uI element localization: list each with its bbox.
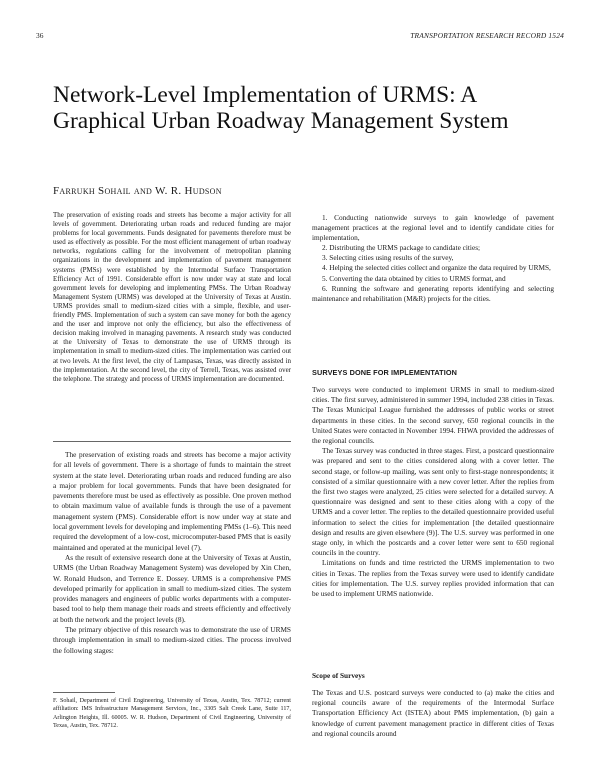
list-item: 3. Selecting cities using results of the survey, [322,253,454,263]
list-item: 5. Converting the data obtained by cities to URMS format, and [322,273,506,283]
running-header [36,31,564,43]
scope-section [312,688,554,739]
list-item: 2. Distributing the URMS package to candidate cities; [322,243,481,253]
stages-list [312,213,554,304]
author-footnote: F. Sohail, Department of Civil Engineering, University of Texas, Austin, Tex. 78712; current affiliation: IMS Infrastructure Management Services, Inc., 3305 Salt Creek Lane, Suite 117, Arlington Heights, Ill. 60005. W. R. Hudson, Department of Civil Engineering, University of Texas, Austin, Tex. 78712. [53,698,291,730]
intro-paragraph-3: The primary objective of this research was to demonstrate the use of URMS through implementation in small to medium-sized cities. The process involved the following stages: [53,625,291,655]
intro-paragraph-1: The preservation of existing roads and streets has become a major activity for all levels of government. There is a shortage of funds to maintain the street system at the state level. Deteriorating urban roads and reduced funding are also a major problem for local governments. Funds that have been designated for pavements therefore must be used as effectively as possible. One proven method to obtain maximum value of available funds is through the use of a pavement management system (PMS). Considerable effort is now under way at state and local government levels for developing and implementing PMSs (1–6). This need required the development of a low-cost, microcomputer-based PMS that is easily maintained and operated at the municipal level (7). [53,450,291,552]
list-item: 6. Running the software and generating reports identifying and selecting maintenance and rehabilitation (M&R) projects for the cities. [312,283,554,303]
introduction [53,450,291,656]
paper-title: Network-Level Implementation of URMS: A Graphical Urban Roadway Management System [53,82,509,134]
page-number: 36 [36,31,44,40]
section-heading: SURVEYS DONE FOR IMPLEMENTATION [312,368,457,377]
abstract-text: The preservation of existing roads and streets has become a major activity for all levels of government. Deteriorating urban roads and reduced funding are major problems for local governments. Funds designated for pavements therefore must be used as effectively as possible. For the most efficient management of urban roadway networks, regulations calling for the involvement of metropolitan planning organizations in the development and implementation of pavement management systems (PMSs) were established by the Intermodal Surface Transportation Efficiency Act of 1991. Considerable effort is now under way at state and local government levels for developing and implementing PMSs. The Urban Roadway Management System (URMS) was developed at the University of Texas at Austin. URMS provides small to medium-sized cities with a simple, flexible, and user-friendly PMS. Implementation of such a system can save money for both the agency and the user and improve not only the efficiency, but also the effectiveness of decision making involved in managing pavements. A research study was conducted at the University of Texas to demonstrate the use of URMS through its implementation in small to medium-sized cities. The implementation was carried out at two levels. At the first level, the city of Lampasas, Texas, was directly assisted in the implementation. At the second level, the city of Terrell, Texas, was assisted over the telephone. The strategy and process of URMS implementation are documented. [53,211,291,383]
surveys-section [312,385,554,599]
footnote-divider [53,692,115,693]
surveys-paragraph-2: The Texas survey was conducted in three stages. First, a postcard questionnaire was prepared and sent to the cities considered along with a cover letter. The second stage, or follow-up mailing, was sent only to first-stage nonrespondents; it consisted of a similar questionnaire with a new cover letter. After the replies from the first two stages were analyzed, 25 cities were selected for a detailed survey. A questionnaire was designed and sent to these cities along with a copy of the URMS and a cover letter. The replies to the detailed questionnaire provided useful information to select the cities for implementation [the detailed questionnaire design and results are given elsewhere (9)]. The U.S. survey was performed in one stage only, in which the postcards and a cover letter were sent to 650 regional councils in the country. [312,446,554,558]
subsection-heading: Scope of Surveys [312,671,365,680]
intro-paragraph-2: As the result of extensive research done at the University of Texas at Austin, URMS (the Urban Roadway Management System) was developed by Xin Chen, W. Ronald Hudson, and Terrence E. Dossey. URMS is a comprehensive PMS developed primarily for application in small to medium-sized cities. The system provides managers and engineers of public works departments with a computer-based tool to help them manage their roads and streets efficiently and effectively at both the network and the project levels (8). [53,552,291,624]
list-item: 4. Helping the selected cities collect and organize the data required by URMS, [322,263,551,273]
abstract-divider [53,441,291,442]
scope-paragraph-1: The Texas and U.S. postcard surveys were conducted to (a) make the cities and regional councils aware of the requirements of the Intermodal Surface Transportation Efficiency Act (ISTEA) about PMS implementation, (b) gain a knowledge of current pavement management practice in different cities of Texas and regional councils around [312,688,554,738]
list-item: 1. Conducting nationwide surveys to gain knowledge of pavement management practices at the regional level and to identify candidate cities for implementation, [312,213,554,243]
abstract [53,211,291,384]
journal-title: TRANSPORTATION RESEARCH RECORD 1524 [410,31,564,40]
authors: Farrukh Sohail and W. R. Hudson [53,185,222,197]
surveys-paragraph-1: Two surveys were conducted to implement URMS in small to medium-sized cities. The first survey, administered in summer 1994, included 238 cities in Texas. The Texas Municipal League furnished the addresses of public works or street departments in these cities. In the second survey, 650 regional councils in the United States were contacted in November 1994. FHWA provided the addresses of the regional councils. [312,385,554,446]
surveys-paragraph-3: Limitations on funds and time restricted the URMS implementation to two cities in Texas. The replies from the Texas survey were used to identify candidate cities for implementation. The U.S. survey replies provided information that can be used to implement URMS nationwide. [312,558,554,599]
